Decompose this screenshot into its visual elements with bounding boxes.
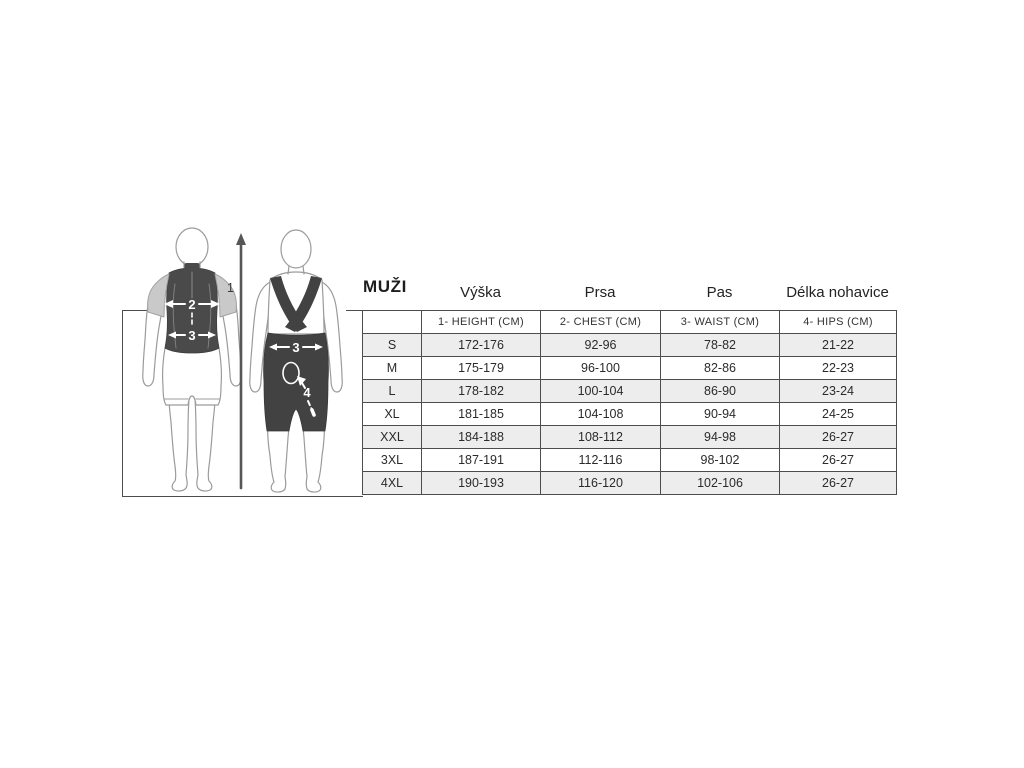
height-cell: 178-182 xyxy=(422,380,541,403)
waist-cell: 102-106 xyxy=(661,472,780,495)
height-cell: 172-176 xyxy=(422,334,541,357)
table-row xyxy=(363,403,897,426)
subheader-waist: 3- WAIST (CM) xyxy=(661,311,780,334)
table-row xyxy=(363,334,897,357)
table-row xyxy=(363,357,897,380)
waist-cell: 82-86 xyxy=(661,357,780,380)
chest-cell: 92-96 xyxy=(541,334,661,357)
hips-cell: 26-27 xyxy=(780,472,897,495)
head xyxy=(281,230,311,268)
column-header-height: Výška xyxy=(460,284,501,301)
shorts-outline xyxy=(163,348,222,405)
size-cell: 3XL xyxy=(363,449,422,472)
jersey-collar xyxy=(185,263,200,272)
height-cell: 181-185 xyxy=(422,403,541,426)
height-cell: 175-179 xyxy=(422,357,541,380)
leg-length-marker-label: 4 xyxy=(303,385,311,400)
chest-cell: 108-112 xyxy=(541,426,661,449)
size-cell: XXL xyxy=(363,426,422,449)
chest-marker-label: 2 xyxy=(188,297,196,312)
subheader-size xyxy=(363,311,422,334)
table-row xyxy=(363,380,897,403)
hips-cell: 23-24 xyxy=(780,380,897,403)
subheader-height: 1- HEIGHT (CM) xyxy=(422,311,541,334)
height-marker-label: 1 xyxy=(227,281,234,295)
hips-cell: 22-23 xyxy=(780,357,897,380)
subheader-hips: 4- HIPS (CM) xyxy=(780,311,897,334)
head xyxy=(176,228,208,266)
chest-cell: 96-100 xyxy=(541,357,661,380)
column-header-waist: Pas xyxy=(706,284,733,301)
hips-cell: 24-25 xyxy=(780,403,897,426)
page-title: MUŽI xyxy=(363,277,407,296)
table-row xyxy=(363,472,897,495)
bib-waist-marker-label: 3 xyxy=(292,340,300,355)
chest-cell: 116-120 xyxy=(541,472,661,495)
height-cell: 190-193 xyxy=(422,472,541,495)
size-cell: XL xyxy=(363,403,422,426)
table-row xyxy=(363,426,897,449)
column-header-chest: Prsa xyxy=(584,284,616,301)
jersey-waist-marker-label: 3 xyxy=(188,328,196,343)
chest-cell: 100-104 xyxy=(541,380,661,403)
subheader-chest: 2- CHEST (CM) xyxy=(541,311,661,334)
size-table xyxy=(362,310,897,495)
size-cell: S xyxy=(363,334,422,357)
chest-cell: 104-108 xyxy=(541,403,661,426)
size-cell: M xyxy=(363,357,422,380)
column-header-hips: Délka nohavice xyxy=(786,284,889,301)
waist-cell: 78-82 xyxy=(661,334,780,357)
waist-cell: 90-94 xyxy=(661,403,780,426)
size-cell: 4XL xyxy=(363,472,422,495)
hips-cell: 26-27 xyxy=(780,449,897,472)
figures-illustration xyxy=(118,226,368,498)
hips-cell: 21-22 xyxy=(780,334,897,357)
table-subheader-row xyxy=(363,311,897,334)
waist-cell: 94-98 xyxy=(661,426,780,449)
chest-cell: 112-116 xyxy=(541,449,661,472)
waist-cell: 86-90 xyxy=(661,380,780,403)
height-cell: 187-191 xyxy=(422,449,541,472)
waist-cell: 98-102 xyxy=(661,449,780,472)
table-row xyxy=(363,449,897,472)
size-cell: L xyxy=(363,380,422,403)
height-cell: 184-188 xyxy=(422,426,541,449)
hips-cell: 26-27 xyxy=(780,426,897,449)
